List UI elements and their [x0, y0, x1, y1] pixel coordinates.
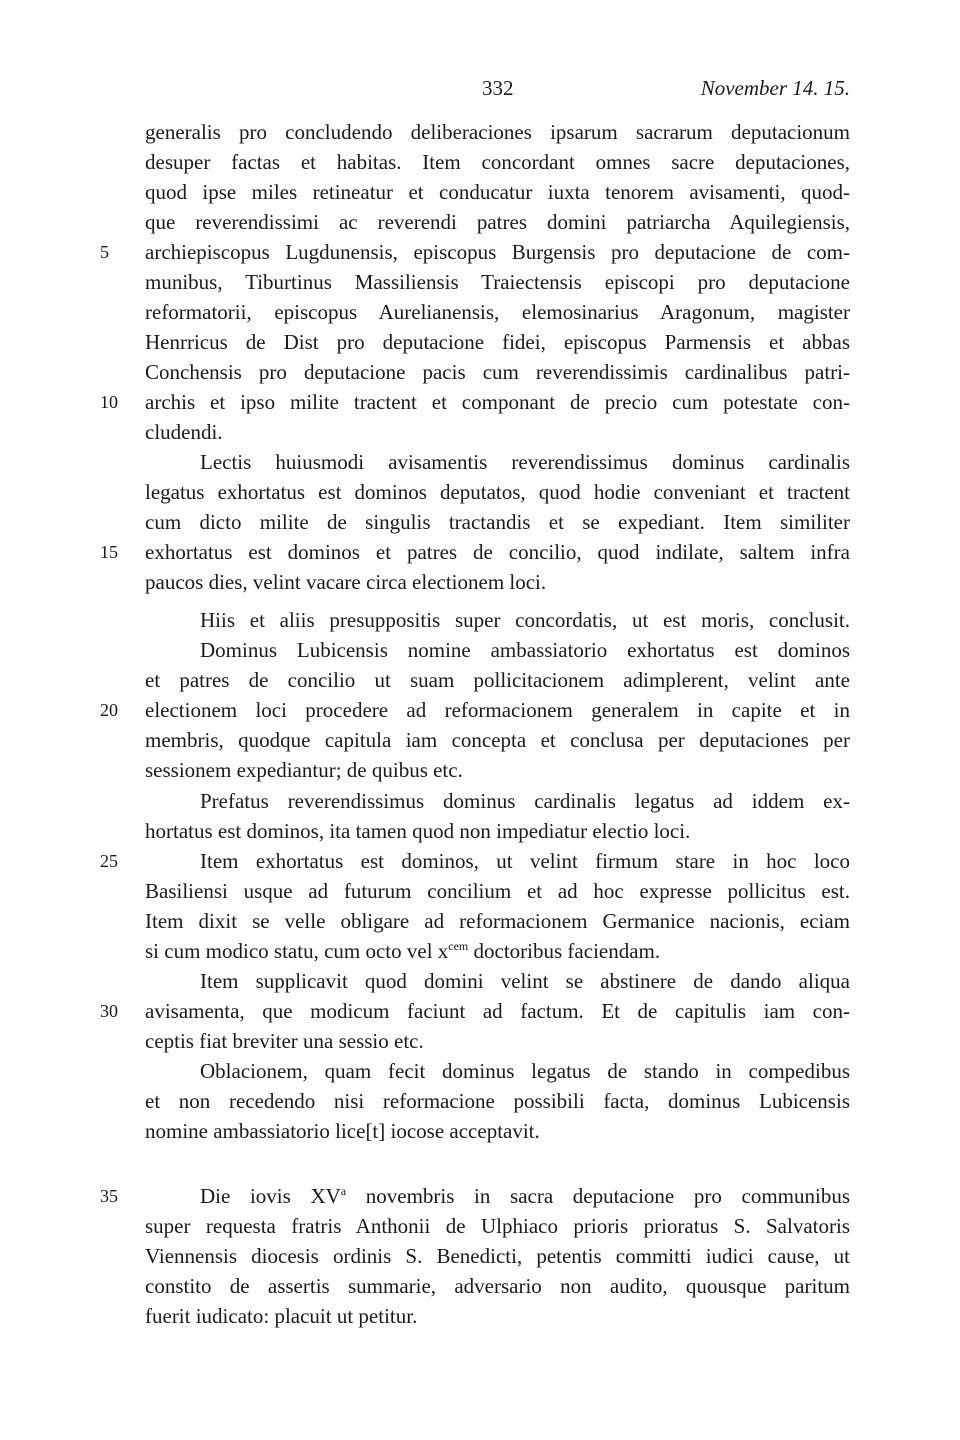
text-line: Henrricus de Dist pro deputacione fidei, episcopus Parmensis et abbas	[145, 330, 850, 354]
text-line: Hiis et aliis presuppositis super concordatis, ut est moris, conclusit.	[200, 608, 850, 632]
text-line: archiepiscopus Lugdunensis, episcopus Burgensis pro deputacione de com-	[145, 240, 850, 264]
text-line: fuerit iudicato: placuit ut petitur.	[145, 1304, 418, 1328]
text-line: Oblacionem, quam fecit dominus legatus de stando in compedibus	[200, 1059, 850, 1083]
text-line: avisamenta, que modicum faciunt ad factum. Et de capitulis iam con-	[145, 999, 850, 1023]
text-line: membris, quodque capitula iam concepta et conclusa per deputaciones per	[145, 728, 850, 752]
superscript: cem	[448, 939, 469, 953]
text-line: et non recedendo nisi reformacione possibili facta, dominus Lubicensis	[145, 1089, 850, 1113]
text-line: et patres de concilio ut suam pollicitacionem adimplerent, velint ante	[145, 668, 850, 692]
line-number: 30	[100, 1001, 118, 1021]
text-line: Die iovis $XV^a$ novembris in sacra deputacione pro communibus	[200, 1184, 851, 1208]
line-number: 20	[100, 700, 118, 720]
text-line: hortatus est dominos, ita tamen quod non impediatur electio loci.	[145, 819, 691, 843]
text-line: Viennensis diocesis ordinis S. Benedicti, petentis committi iudici cause, ut	[145, 1244, 850, 1268]
text-line: electionem loci procedere ad reformacionem generalem in capite et in	[145, 698, 850, 722]
superscript: a	[340, 1184, 347, 1198]
line-number: 15	[100, 542, 118, 562]
page-number: 332	[482, 76, 514, 100]
text-line: reformatorii, episcopus Aurelianensis, elemosinarius Aragonum, magister	[145, 300, 850, 324]
text-line: cum dicto milite de singulis tractandis et se expediant. Item similiter	[145, 510, 850, 534]
text-line: constito de assertis summarie, adversario non audito, quousque paritum	[145, 1274, 850, 1298]
text-line: Item supplicavit quod domini velint se abstinere de dando aliqua	[200, 969, 850, 993]
text-line: Lectis huiusmodi avisamentis reverendissimus dominus cardinalis	[200, 450, 850, 474]
line-number: 35	[100, 1186, 118, 1206]
text-line: que reverendissimi ac reverendi patres domini patriarcha Aquilegiensis,	[145, 210, 850, 234]
line-number: 10	[100, 392, 118, 412]
text-line: Dominus Lubicensis nomine ambassiatorio exhortatus est dominos	[200, 638, 850, 662]
running-head: November 14. 15.	[700, 76, 850, 100]
text-line: Conchensis pro deputacione pacis cum reverendissimis cardinalibus patri-	[145, 360, 850, 384]
text-line: legatus exhortatus est dominos deputatos, quod hodie conveniant et tractent	[145, 480, 850, 504]
text-line: quod ipse miles retineatur et conducatur iuxta tenorem avisamenti, quod-	[145, 180, 850, 204]
text-line: desuper factas et habitas. Item concordant omnes sacre deputaciones,	[145, 150, 850, 174]
text-line: archis et ipso milite tractent et componant de precio cum potestate con-	[145, 390, 850, 414]
text-line: Item exhortatus est dominos, ut velint firmum stare in hoc loco	[200, 849, 850, 873]
text-line: Basiliensi usque ad futurum concilium et ad hoc expresse pollicitus est.	[145, 879, 850, 903]
text-line: sessionem expediantur; de quibus etc.	[145, 758, 463, 782]
text-line: nomine ambassiatorio lice[t] iocose acceptavit.	[145, 1119, 540, 1143]
text-line: paucos dies, velint vacare circa electionem loci.	[145, 570, 547, 594]
text-line: Prefatus reverendissimus dominus cardinalis legatus ad iddem ex-	[200, 789, 850, 813]
text-line: si cum modico statu, cum octo vel $x^{cem}$ doctoribus faciendam.	[145, 939, 661, 963]
line-number: 5	[100, 242, 109, 262]
line-number: 25	[100, 851, 118, 871]
text-line: generalis pro concludendo deliberaciones ipsarum sacrarum deputacionum	[145, 120, 850, 144]
text-line: munibus, Tiburtinus Massiliensis Traiectensis episcopi pro deputacione	[145, 270, 850, 294]
text-line: exhortatus est dominos et patres de concilio, quod indilate, saltem infra	[145, 540, 850, 564]
text-line: super requesta fratris Anthonii de Ulphiaco prioris prioratus S. Salvatoris	[145, 1214, 850, 1238]
page-header	[145, 76, 850, 106]
text-line: Item dixit se velle obligare ad reformacionem Germanice nacionis, eciam	[145, 909, 850, 933]
text-line: cludendi.	[145, 420, 223, 444]
text-line: ceptis fiat breviter una sessio etc.	[145, 1029, 424, 1053]
